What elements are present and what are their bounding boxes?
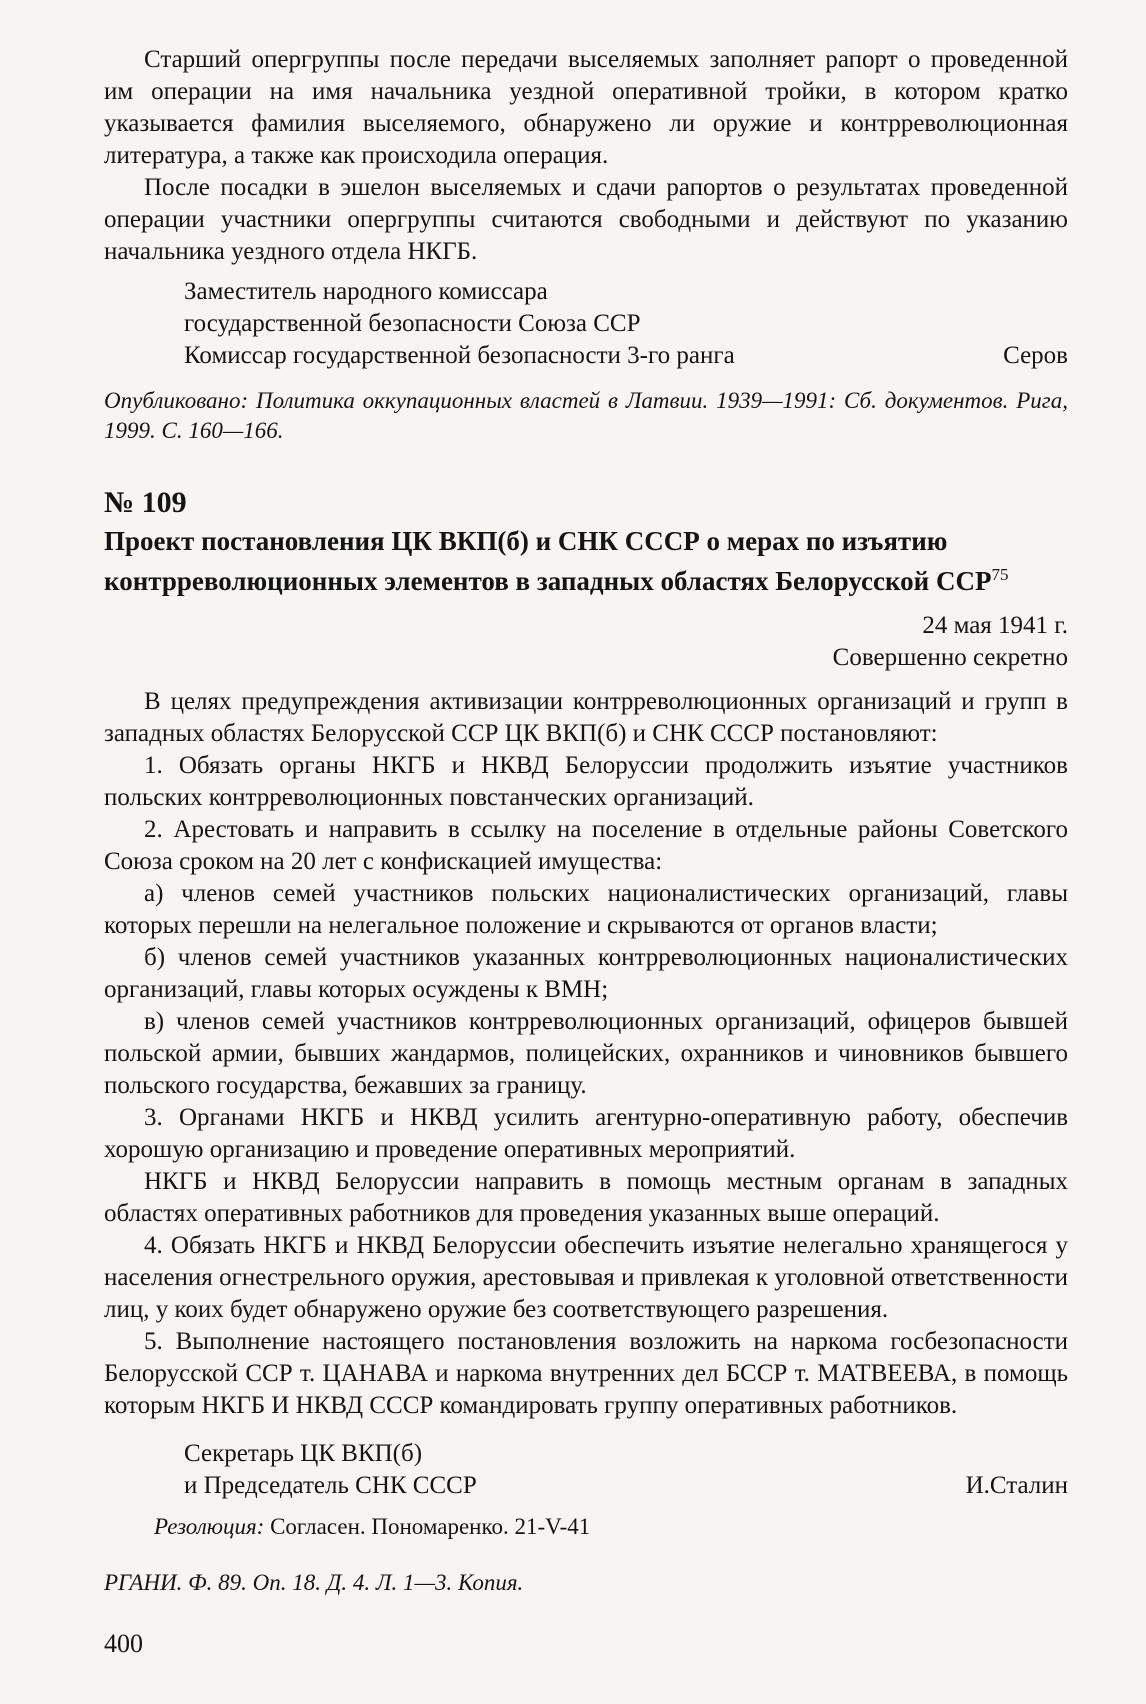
body-paragraph-item-5: 5. Выполнение настоящего постановления возложить на наркома госбезопасности Белорусской ССР т. ЦАНАВА и наркома внутренних дел БССР т. МАТВЕЕВА, в помощь которым НКГБ И НКВД СССР командировать группу оперативных работников.: [104, 1328, 1068, 1419]
resolution-text: Согласен. Пономаренко. 21-V-41: [270, 1514, 591, 1539]
signature-title-line-2: государственной безопасности Союза ССР: [184, 310, 641, 337]
resolution: [104, 1512, 1068, 1542]
signature-title-line-3: Комиссар государственной безопасности 3-го ранга: [184, 342, 735, 369]
body-paragraph-item-4: 4. Обязать НКГБ и НКВД Белоруссии обеспечить изъятие нелегально хранящегося у населения огнестрельного оружия, арестовывая и привлекая к уголовной ответственности лиц, у коих будет обнаружено оружие без соответствующего разрешения.: [104, 1232, 1068, 1323]
document-page: [104, 44, 1068, 1660]
body-paragraph-item-3: 3. Органами НКГБ и НКВД усилить агентурно-оперативную работу, обеспечив хорошую организацию и проведение оперативных мероприятий.: [104, 1104, 1068, 1163]
resolution-label: Резолюция:: [154, 1514, 265, 1539]
body-paragraph-item-2a: а) членов семей участников польских националистических организаций, главы которых перешли на нелегальное положение и скрываются от органов власти;: [104, 880, 1068, 939]
signature-block-stalin: [104, 1438, 1068, 1502]
signature-block-serov: [104, 276, 1068, 372]
signature-name-serov: Серов: [1003, 342, 1068, 369]
document-title: Проект постановления ЦК ВКП(б) и СНК СССР о мерах по изъятию контрреволюционных элементов в западных областях Белорусской ССР: [104, 526, 992, 596]
intro-paragraph-1: Старший опергруппы после передачи выселяемых заполняет рапорт о проведенной им операции на имя начальника уездной оперативной тройки, в котором кратко указывается фамилия выселяемого, обнаружено ли оружие и контрреволюционная литература, а также как происходила операция.: [104, 46, 1068, 169]
footnote-marker: 75: [991, 565, 1009, 584]
signature2-line-1: Секретарь ЦК ВКП(б): [184, 1440, 423, 1467]
document-title-block: [104, 524, 1068, 598]
intro-paragraph-2: После посадки в эшелон выселяемых и сдачи рапортов о результатах проведенной операции участники опергруппы считаются свободными и действуют по указанию начальника уездного отдела НКГБ.: [104, 174, 1068, 265]
body-paragraph-item-1: 1. Обязать органы НКГБ и НКВД Белоруссии продолжить изъятие участников польских контрреволюционных повстанческих организаций.: [104, 752, 1068, 811]
document-classification: Совершенно секретно: [832, 644, 1068, 671]
signature-name-stalin: И.Сталин: [965, 1472, 1068, 1499]
body-paragraph-item-3-cont: НКГБ и НКВД Белоруссии направить в помощь местным органам в западных областях оперативных работников для проведения указанных выше операций.: [104, 1168, 1068, 1227]
body-paragraph-item-2b: б) членов семей участников указанных контрреволюционных националистических организаций, главы которых осуждены к ВМН;: [104, 944, 1068, 1003]
publication-source: Опубликовано: Политика оккупационных властей в Латвии. 1939—1991: Сб. документов. Рига, 1999. С. 160—166.: [104, 388, 1068, 443]
document-number: № 109: [104, 486, 187, 519]
body-paragraph-item-2: 2. Арестовать и направить в ссылку на поселение в отдельные районы Советского Союза сроком на 20 лет с конфискацией имущества:: [104, 816, 1068, 875]
signature-title-line-1: Заместитель народного комиссара: [184, 278, 548, 305]
signature-title-line-3-row: [184, 340, 1068, 372]
date-block: [104, 610, 1068, 674]
signature2-line-2: и Председатель СНК СССР: [184, 1472, 477, 1499]
body-paragraph-preamble: В целях предупреждения активизации контрреволюционных организаций и групп в западных областях Белорусской ССР ЦК ВКП(б) и СНК СССР постановляют:: [104, 688, 1068, 747]
page-number: 400: [104, 1629, 143, 1658]
body-paragraph-item-2c: в) членов семей участников контрреволюционных организаций, офицеров бывшей польской армии, бывших жандармов, полицейских, охранников и чиновников бывшего польского государства, бежавших за границу.: [104, 1008, 1068, 1099]
document-date: 24 мая 1941 г.: [922, 612, 1068, 639]
signature2-line-2-row: [184, 1470, 1068, 1502]
archive-reference: РГАНИ. Ф. 89. Оп. 18. Д. 4. Л. 1—3. Копия.: [104, 1570, 524, 1595]
